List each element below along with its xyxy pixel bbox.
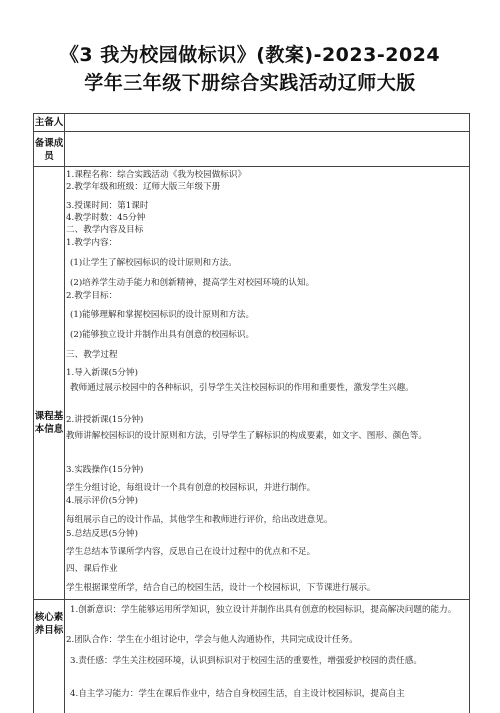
step-description: 每组展示自己的设计作品，其他学生和教师进行评价，给出改进意见。 bbox=[66, 515, 333, 525]
step-heading: 3.实践操作(15分钟) bbox=[66, 465, 144, 475]
preparer-label: 主备人 bbox=[34, 117, 64, 128]
step-description: 教师讲解校园标识的设计原则和方法，引导学生了解标识的构成要素，如文字、图形、颜色等。 bbox=[66, 431, 427, 441]
step-heading: 2.讲授新课(15分钟) bbox=[66, 415, 144, 425]
content-item: (1)让学生了解校园标识的设计原则和方法。 bbox=[70, 258, 237, 268]
members-label: 备课成员 bbox=[34, 138, 64, 162]
objective-item: (2)能够独立设计并制作出具有创意的校园标识。 bbox=[70, 330, 255, 340]
objective-heading: 2.教学目标： bbox=[66, 291, 118, 301]
objective-item: (1)能够理解和掌握校园标识的设计原则和方法。 bbox=[70, 310, 255, 320]
content-item: (2)培养学生动手能力和创新精神，提高学生对校园环境的认知。 bbox=[70, 278, 315, 288]
step-description: 学生分组讨论，每组设计一个具有创意的校园标识，并进行制作。 bbox=[66, 483, 316, 493]
section-heading: 四、课后作业 bbox=[66, 564, 118, 574]
grade-class: 2.教学年级和班级：辽师大版三年级下册 bbox=[66, 182, 221, 192]
competency-item: 3.责任感：学生关注校园环境，认识到标识对于校园生活的重要性，增强爱护校园的责任感。 bbox=[70, 656, 422, 666]
section-heading: 二、教学内容及目标 bbox=[66, 225, 144, 235]
document-title-line2: 学年三年级下册综合实践活动辽师大版 bbox=[84, 72, 416, 94]
competency-item: 2.团队合作：学生在小组讨论中，学会与他人沟通协作，共同完成设计任务。 bbox=[66, 635, 358, 645]
step-description: 学生总结本节课所学内容，反思自己在设计过程中的优点和不足。 bbox=[66, 547, 316, 557]
step-heading: 1.导入新课(5分钟) bbox=[66, 368, 138, 378]
step-heading: 4.展示评价(5分钟) bbox=[66, 496, 138, 506]
course-info-label: 课程基本信息 bbox=[34, 411, 64, 435]
section-heading: 三、教学过程 bbox=[66, 350, 118, 360]
step-heading: 5.总结反思(5分钟) bbox=[66, 529, 138, 539]
row-divider bbox=[33, 131, 470, 132]
content-heading: 1.教学内容： bbox=[66, 238, 118, 248]
step-description: 教师通过展示校园中的各种标识，引导学生关注校园标识的作用和重要性，激发学生兴趣。 bbox=[70, 383, 414, 393]
course-name: 1.课程名称：综合实践活动《我为校园做标识》 bbox=[66, 170, 247, 180]
competency-item: 4.自主学习能力：学生在课后作业中，结合自身校园生活，自主设计校园标识，提高自主 bbox=[70, 689, 405, 699]
competency-label: 核心素养目标 bbox=[34, 612, 64, 636]
competency-item: 1.创新意识：学生能够运用所学知识，独立设计并制作出具有创意的校园标识，提高解决问题的能力。 bbox=[70, 605, 457, 615]
column-divider bbox=[64, 113, 65, 713]
row-divider bbox=[33, 599, 470, 600]
homework-description: 学生根据课堂所学，结合自己的校园生活，设计一个校园标识，下节课进行展示。 bbox=[66, 583, 376, 593]
class-hours: 4.教学时数：45分钟 bbox=[66, 213, 146, 223]
document-title-line1: 《3 我为校园做标识》(教案)-2023-2024 bbox=[59, 44, 441, 66]
class-time: 3.授课时间：第1课时 bbox=[66, 201, 149, 211]
row-divider bbox=[33, 166, 470, 167]
